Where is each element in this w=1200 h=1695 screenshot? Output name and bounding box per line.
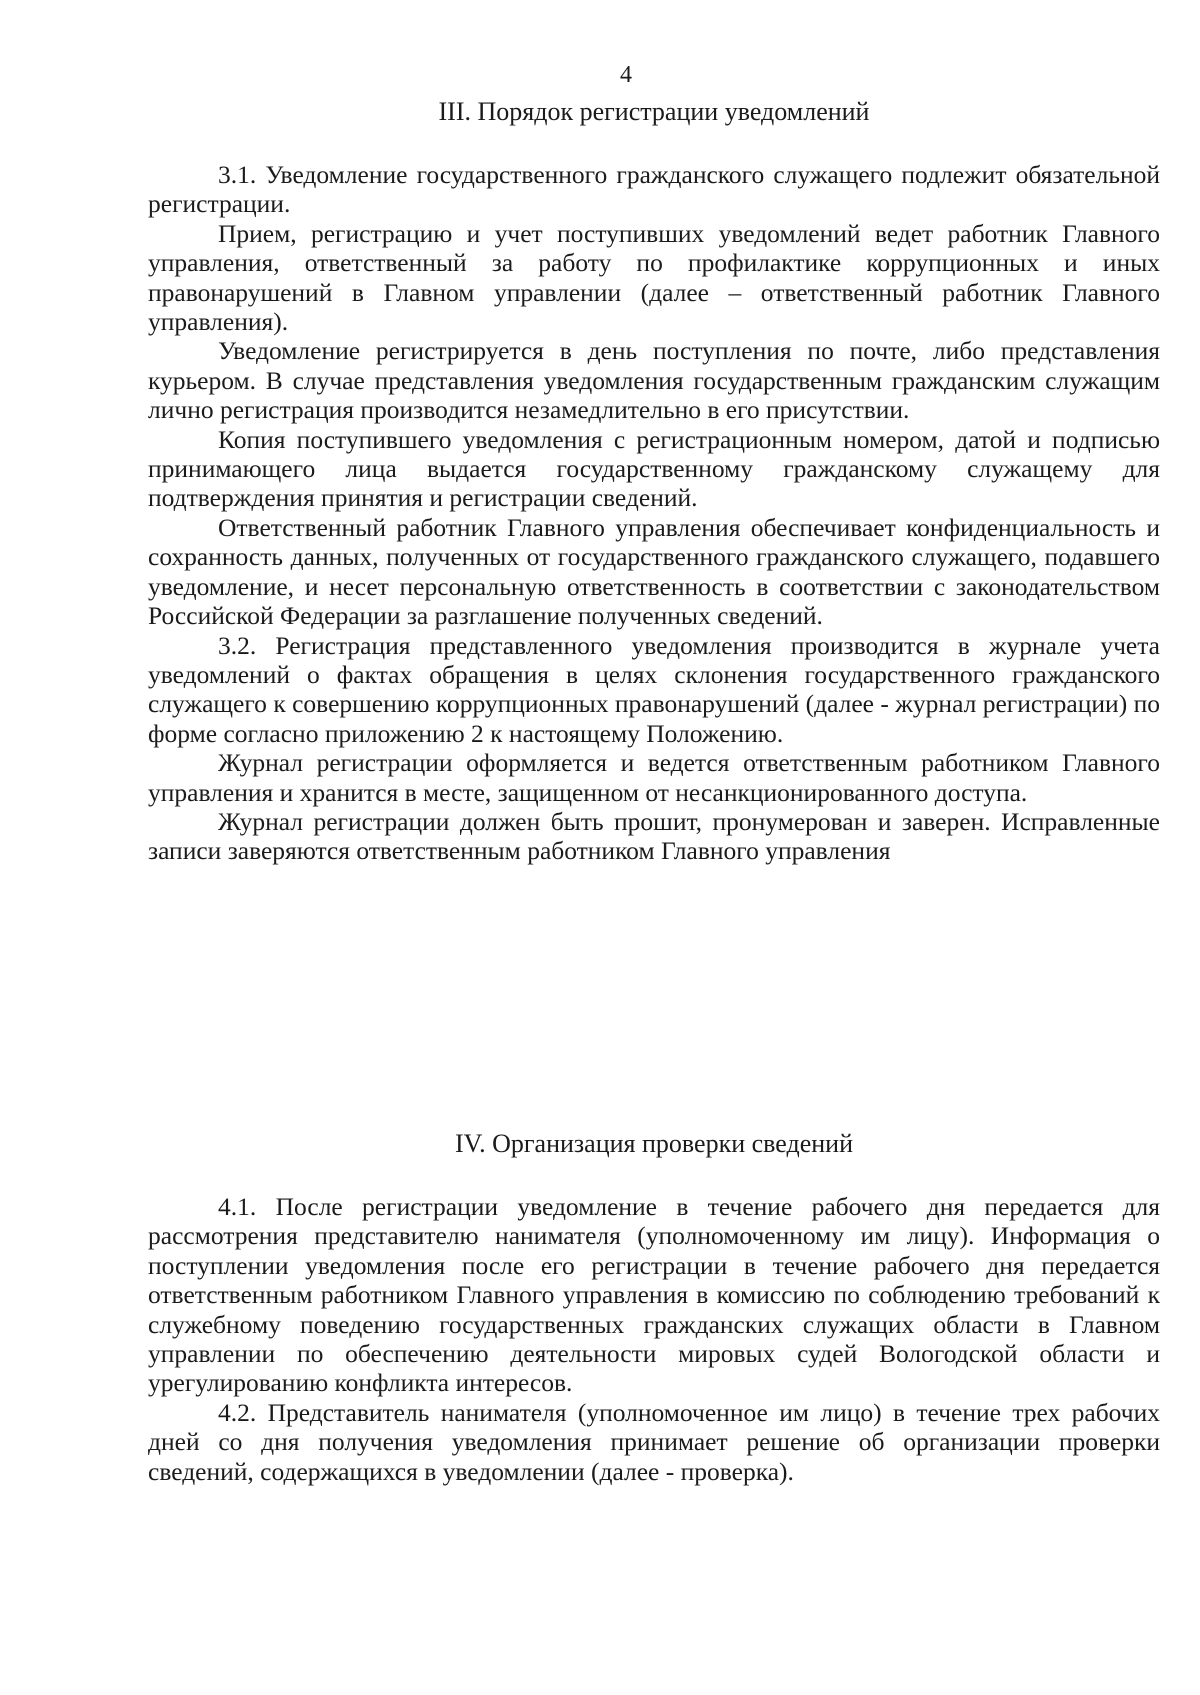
paragraph-4-2: 4.2. Представитель нанимателя (уполномоченное им лицо) в течение трех рабочих дней со дня получения уведомления принимает решение об организации проверки сведений, содержащихся в уведомлении (далее - проверка). [148,1397,1160,1486]
paragraph-3-1-confidentiality: Ответственный работник Главного управления обеспечивает конфиденциальность и сохранность данных, полученных от государственного гражданского служащего, подавшего уведомление, и несет персональную ответственность в соответствии с законодательством Российской Федерации за разглашение полученных сведений. [148,512,1160,631]
section-3-title: III. Порядок регистрации уведомлений [438,97,870,126]
paragraph-3-2: 3.2. Регистрация представленного уведомления производится в журнале учета уведомлений о фактах обращения в целях склонения государственного гражданского служащего к совершению коррупционных правонарушений (далее - журнал регистрации) по форме согласно приложению 2 к настоящему Положению. [148,630,1160,748]
paragraph-3-1-registration-day: Уведомление регистрируется в день поступления по почте, либо представления курьером. В случае представления уведомления государственным гражданским служащим лично регистрация производится незамедлительно в его присутствии. [148,336,1160,425]
paragraph-4-1: 4.1. После регистрации уведомление в течение рабочего дня передается для рассмотрения представителю нанимателя (уполномоченному им лицу). Информация о поступлении уведомления после его регистрации в течение рабочего дня передается ответственным работником Главного управления в комиссию по соблюдению требований к служебному поведению государственных гражданских служащих области в Главном управлении по обеспечению деятельности мировых судей Вологодской области и урегулированию конфликта интересов. [148,1192,1160,1398]
paragraph-3-2-journal-keeping: Журнал регистрации оформляется и ведется ответственным работником Главного управления и хранится в месте, защищенном от несанкционированного доступа. [148,748,1160,807]
section-4-body [148,1192,1160,1486]
paragraph-3-1: 3.1. Уведомление государственного гражданского служащего подлежит обязательной регистрации. [148,160,1160,219]
paragraph-3-1-copy: Копия поступившего уведомления с регистрационным номером, датой и подписью принимающего лица выдается государственному гражданскому служащему для подтверждения принятия и регистрации сведений. [148,424,1160,513]
section-3-body [148,160,1160,866]
page-number: 4 [620,62,632,88]
paragraph-3-2-journal-binding: Журнал регистрации должен быть прошит, пронумерован и заверен. Исправленные записи заверяются ответственным работником Главного управления [148,806,1160,866]
paragraph-3-1-reception: Прием, регистрацию и учет поступивших уведомлений ведет работник Главного управления, ответственный за работу по профилактике коррупционных и иных правонарушений в Главном управлении (далее – ответственный работник Главного управления). [148,218,1160,337]
section-4-title: IV. Организация проверки сведений [455,1129,853,1158]
